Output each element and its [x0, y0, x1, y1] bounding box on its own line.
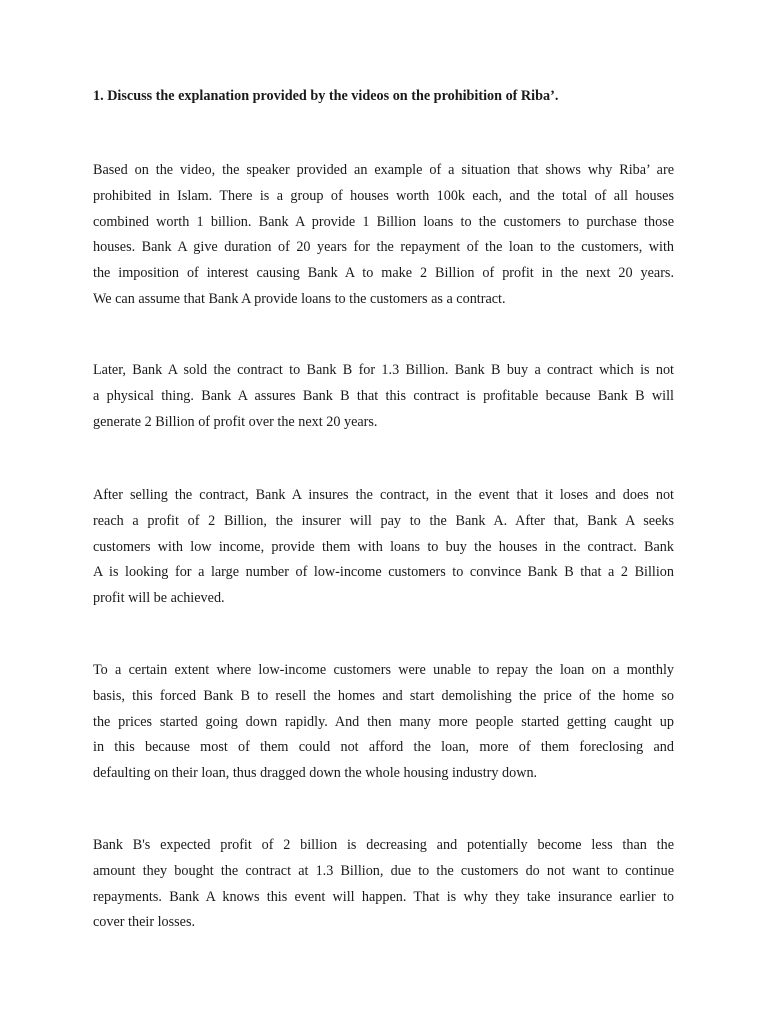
paragraph-line: cover their losses. [93, 914, 196, 931]
paragraph-line: A is looking for a large number of low-income customers to convince Bank B that a 2 Billion [93, 564, 674, 581]
paragraph-line: the prices started going down rapidly. And then many more people started getting caught up [93, 713, 674, 730]
paragraph-line: a physical thing. Bank A assures Bank B that this contract is profitable because Bank B will [93, 387, 674, 404]
paragraph-line: Based on the video, the speaker provided an example of a situation that shows why Riba’ are [93, 162, 674, 178]
paragraph-line: customers with low income, provide them with loans to buy the houses in the contract. Bank [93, 538, 674, 555]
paragraph-line: repayments. Bank A knows this event will happen. That is why they take insurance earlier to [93, 888, 674, 905]
paragraph-line: reach a profit of 2 Billion, the insurer will pay to the Bank A. After that, Bank A seeks [93, 512, 674, 529]
paragraph-line: Bank B's expected profit of 2 billion is decreasing and potentially become less than the [93, 837, 674, 853]
paragraph-line: prohibited in Islam. There is a group of houses worth 100k each, and the total of all houses [93, 187, 674, 204]
paragraph-line: combined worth 1 billion. Bank A provide 1 Billion loans to the customers to purchase those [93, 213, 674, 230]
paragraph-line: profit will be achieved. [93, 590, 225, 607]
paragraph-line: houses. Bank A give duration of 20 years for the repayment of the loan to the customers, with [93, 239, 674, 256]
paragraph-line: the imposition of interest causing Bank A to make 2 Billion of profit in the next 20 years. [93, 265, 674, 282]
paragraph-5 [93, 833, 674, 936]
paragraph-4 [93, 658, 674, 787]
paragraph-line: basis, this forced Bank B to resell the homes and start demolishing the price of the home so [93, 687, 674, 704]
paragraph-line: generate 2 Billion of profit over the next 20 years. [93, 413, 378, 430]
paragraph-line: Later, Bank A sold the contract to Bank B for 1.3 Billion. Bank B buy a contract which is not [93, 362, 674, 378]
paragraph-2 [93, 358, 674, 435]
question-heading: 1. Discuss the explanation provided by the videos on the prohibition of Riba’. [93, 88, 559, 104]
paragraph-line: defaulting on their loan, thus dragged down the whole housing industry down. [93, 765, 538, 782]
paragraph-line: To a certain extent where low-income customers were unable to repay the loan on a monthly [93, 662, 674, 678]
paragraph-line: amount they bought the contract at 1.3 Billion, due to the customers do not want to continue [93, 862, 674, 879]
paragraph-line: in this because most of them could not afford the loan, more of them foreclosing and [93, 739, 674, 756]
paragraph-3 [93, 483, 674, 612]
paragraph-1 [93, 158, 674, 313]
paragraph-line: We can assume that Bank A provide loans to the customers as a contract. [93, 290, 506, 307]
paragraph-line: After selling the contract, Bank A insures the contract, in the event that it loses and does not [93, 487, 674, 503]
